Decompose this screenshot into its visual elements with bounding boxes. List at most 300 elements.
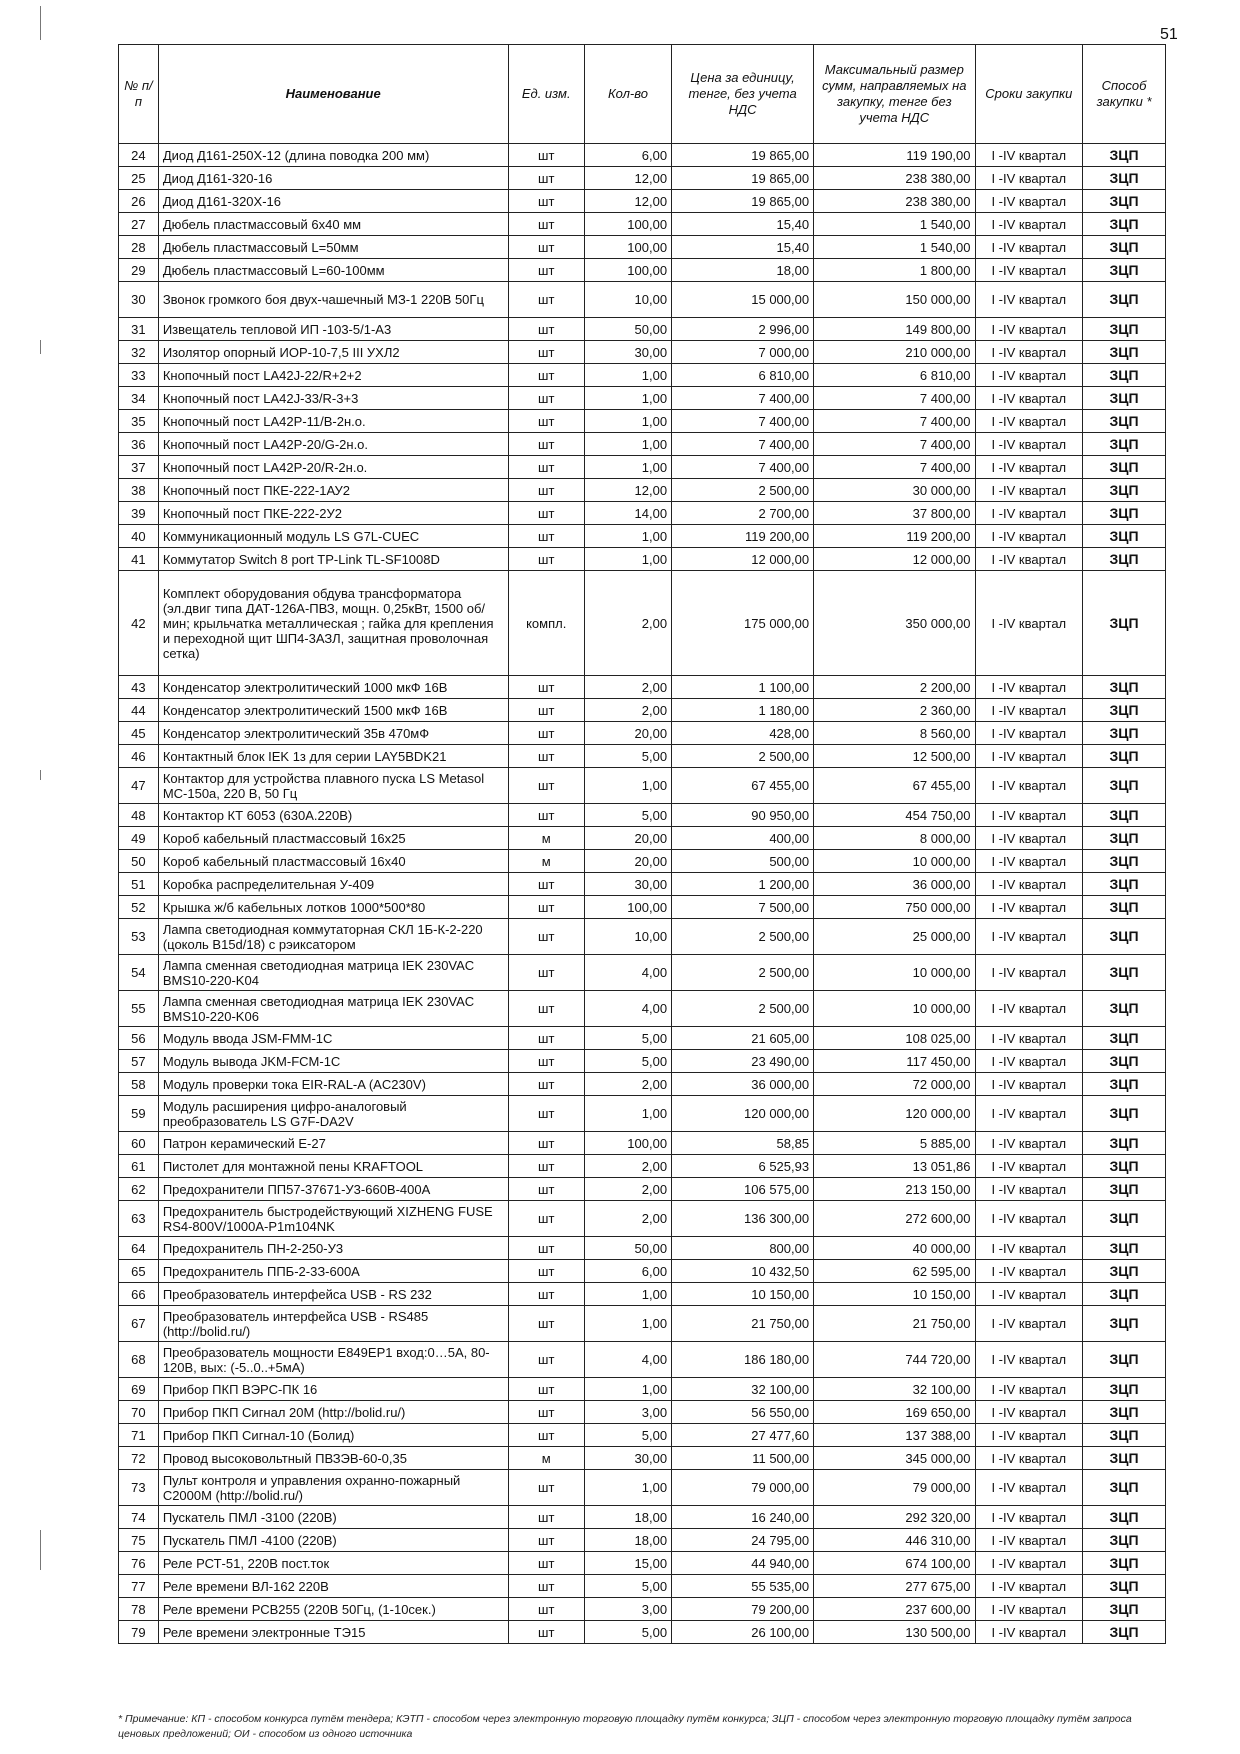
quantity-cell: 1,00: [584, 548, 671, 571]
procurement-term-cell: I -IV квартал: [975, 896, 1083, 919]
quantity-cell: 10,00: [584, 919, 671, 955]
unit-cell: шт: [508, 236, 584, 259]
unit-price-cell: 400,00: [672, 827, 814, 850]
unit-cell: шт: [508, 1132, 584, 1155]
table-row: [119, 1342, 1166, 1378]
procurement-method-cell: ЗЦП: [1083, 850, 1166, 873]
max-sum-cell: 2 200,00: [814, 676, 975, 699]
table-row: [119, 387, 1166, 410]
unit-cell: м: [508, 827, 584, 850]
table-row: [119, 1073, 1166, 1096]
procurement-method-cell: ЗЦП: [1083, 548, 1166, 571]
table-row: [119, 955, 1166, 991]
quantity-cell: 2,00: [584, 699, 671, 722]
procurement-term-cell: I -IV квартал: [975, 525, 1083, 548]
table-row: [119, 1621, 1166, 1644]
table-row: [119, 1132, 1166, 1155]
procurement-term-cell: I -IV квартал: [975, 282, 1083, 318]
max-sum-cell: 150 000,00: [814, 282, 975, 318]
procurement-term-cell: I -IV квартал: [975, 850, 1083, 873]
unit-price-cell: 56 550,00: [672, 1401, 814, 1424]
procurement-method-cell: ЗЦП: [1083, 525, 1166, 548]
procurement-method-cell: ЗЦП: [1083, 1598, 1166, 1621]
unit-cell: шт: [508, 1260, 584, 1283]
item-name: Преобразователь интерфейса USB - RS485 (http://bolid.ru/): [158, 1306, 508, 1342]
item-name: Лампа светодиодная коммутаторная СКЛ 1Б-К-2-220 (цоколь B15d/18) с рэиксатором: [158, 919, 508, 955]
procurement-method-cell: ЗЦП: [1083, 144, 1166, 167]
item-name: Реле РСТ-51, 220В пост.ток: [158, 1552, 508, 1575]
row-number: 79: [119, 1621, 159, 1644]
unit-price-cell: 6 810,00: [672, 364, 814, 387]
unit-cell: шт: [508, 1155, 584, 1178]
procurement-term-cell: I -IV квартал: [975, 991, 1083, 1027]
quantity-cell: 20,00: [584, 722, 671, 745]
procurement-term-cell: I -IV квартал: [975, 571, 1083, 676]
row-number: 65: [119, 1260, 159, 1283]
procurement-term-cell: I -IV квартал: [975, 1447, 1083, 1470]
quantity-cell: 1,00: [584, 1096, 671, 1132]
table-row: [119, 873, 1166, 896]
unit-cell: шт: [508, 1552, 584, 1575]
unit-price-cell: 32 100,00: [672, 1378, 814, 1401]
table-row: [119, 571, 1166, 676]
item-name: Кнопочный пост LA42J-22/R+2+2: [158, 364, 508, 387]
max-sum-cell: 1 800,00: [814, 259, 975, 282]
page-number: 51: [1160, 26, 1178, 43]
item-name: Коробка распределительная У-409: [158, 873, 508, 896]
item-name: Прибор ПКП ВЭРС-ПК 16: [158, 1378, 508, 1401]
max-sum-cell: 292 320,00: [814, 1506, 975, 1529]
unit-cell: шт: [508, 1237, 584, 1260]
procurement-term-cell: I -IV квартал: [975, 1424, 1083, 1447]
procurement-term-cell: I -IV квартал: [975, 364, 1083, 387]
unit-cell: шт: [508, 919, 584, 955]
max-sum-cell: 169 650,00: [814, 1401, 975, 1424]
table-row: [119, 1201, 1166, 1237]
margin-mark-top: [40, 6, 41, 40]
unit-price-cell: 90 950,00: [672, 804, 814, 827]
procurement-term-cell: I -IV квартал: [975, 1027, 1083, 1050]
unit-price-cell: 36 000,00: [672, 1073, 814, 1096]
unit-cell: шт: [508, 167, 584, 190]
quantity-cell: 1,00: [584, 364, 671, 387]
table-row: [119, 433, 1166, 456]
procurement-term-cell: I -IV квартал: [975, 955, 1083, 991]
item-name: Лампа сменная светодиодная матрица IEK 230VAC BMS10-220-K04: [158, 955, 508, 991]
item-name: Преобразователь мощности Е849ЕР1 вход:0…5А, 80-120В, вых: (-5..0..+5мА): [158, 1342, 508, 1378]
row-number: 57: [119, 1050, 159, 1073]
header-sum: Максимальный размер сумм, направляемых на закупку, тенге без учета НДС: [814, 45, 975, 144]
item-name: Пускатель ПМЛ -3100 (220В): [158, 1506, 508, 1529]
quantity-cell: 2,00: [584, 1201, 671, 1237]
item-name: Комплект оборудования обдува трансформатора (эл.двиг типа ДАТ-126А-ПВЗ, мощн. 0,25кВт, 1500 об/мин; крыльчатка металлическая ; гайка для крепления и переходной щит ШП4-3АЗЛ, защитная проволочная сетка): [158, 571, 508, 676]
table-row: [119, 1306, 1166, 1342]
row-number: 30: [119, 282, 159, 318]
unit-price-cell: 21 605,00: [672, 1027, 814, 1050]
quantity-cell: 2,00: [584, 676, 671, 699]
table-body: [119, 144, 1166, 1644]
table-row: [119, 745, 1166, 768]
item-name: Пистолет для монтажной пены KRAFTOOL: [158, 1155, 508, 1178]
procurement-method-cell: ЗЦП: [1083, 1283, 1166, 1306]
item-name: Контактор для устройства плавного пуска LS Metasol MC-150a, 220 В, 50 Гц: [158, 768, 508, 804]
max-sum-cell: 213 150,00: [814, 1178, 975, 1201]
row-number: 35: [119, 410, 159, 433]
row-number: 43: [119, 676, 159, 699]
quantity-cell: 100,00: [584, 896, 671, 919]
procurement-method-cell: ЗЦП: [1083, 282, 1166, 318]
table-row: [119, 282, 1166, 318]
unit-cell: шт: [508, 1050, 584, 1073]
table-row: [119, 502, 1166, 525]
procurement-term-cell: I -IV квартал: [975, 1401, 1083, 1424]
procurement-method-cell: ЗЦП: [1083, 387, 1166, 410]
procurement-term-cell: I -IV квартал: [975, 1598, 1083, 1621]
quantity-cell: 2,00: [584, 1155, 671, 1178]
table-row: [119, 213, 1166, 236]
unit-price-cell: 79 000,00: [672, 1470, 814, 1506]
table-row: [119, 1096, 1166, 1132]
procurement-method-cell: ЗЦП: [1083, 236, 1166, 259]
row-number: 25: [119, 167, 159, 190]
procurement-term-cell: I -IV квартал: [975, 919, 1083, 955]
table-row: [119, 259, 1166, 282]
quantity-cell: 4,00: [584, 1342, 671, 1378]
unit-cell: шт: [508, 1424, 584, 1447]
procurement-term-cell: I -IV квартал: [975, 722, 1083, 745]
procurement-term-cell: I -IV квартал: [975, 548, 1083, 571]
max-sum-cell: 12 500,00: [814, 745, 975, 768]
unit-cell: шт: [508, 768, 584, 804]
unit-cell: шт: [508, 479, 584, 502]
item-name: Диод Д161-250Х-12 (длина поводка 200 мм): [158, 144, 508, 167]
unit-cell: шт: [508, 190, 584, 213]
quantity-cell: 1,00: [584, 433, 671, 456]
unit-price-cell: 1 100,00: [672, 676, 814, 699]
max-sum-cell: 10 000,00: [814, 850, 975, 873]
header-num: № п/п: [119, 45, 159, 144]
procurement-term-cell: I -IV квартал: [975, 387, 1083, 410]
procurement-term-cell: I -IV квартал: [975, 873, 1083, 896]
table-row: [119, 1237, 1166, 1260]
quantity-cell: 1,00: [584, 1378, 671, 1401]
unit-price-cell: 24 795,00: [672, 1529, 814, 1552]
quantity-cell: 5,00: [584, 1027, 671, 1050]
max-sum-cell: 237 600,00: [814, 1598, 975, 1621]
max-sum-cell: 130 500,00: [814, 1621, 975, 1644]
row-number: 59: [119, 1096, 159, 1132]
unit-cell: шт: [508, 804, 584, 827]
table-row: [119, 525, 1166, 548]
procurement-term-cell: I -IV квартал: [975, 676, 1083, 699]
unit-price-cell: 19 865,00: [672, 144, 814, 167]
max-sum-cell: 1 540,00: [814, 236, 975, 259]
unit-cell: шт: [508, 991, 584, 1027]
unit-cell: шт: [508, 282, 584, 318]
unit-cell: шт: [508, 1201, 584, 1237]
max-sum-cell: 238 380,00: [814, 190, 975, 213]
unit-price-cell: 7 400,00: [672, 410, 814, 433]
procurement-method-cell: ЗЦП: [1083, 1178, 1166, 1201]
quantity-cell: 30,00: [584, 1447, 671, 1470]
max-sum-cell: 10 000,00: [814, 955, 975, 991]
table-row: [119, 236, 1166, 259]
procurement-term-cell: I -IV квартал: [975, 1201, 1083, 1237]
procurement-method-cell: ЗЦП: [1083, 571, 1166, 676]
item-name: Предохранители ПП57-37671-У3-660В-400А: [158, 1178, 508, 1201]
table-row: [119, 850, 1166, 873]
max-sum-cell: 210 000,00: [814, 341, 975, 364]
max-sum-cell: 137 388,00: [814, 1424, 975, 1447]
table-row: [119, 1424, 1166, 1447]
quantity-cell: 2,00: [584, 571, 671, 676]
unit-price-cell: 10 150,00: [672, 1283, 814, 1306]
item-name: Короб кабельный пластмассовый 16х40: [158, 850, 508, 873]
row-number: 63: [119, 1201, 159, 1237]
table-row: [119, 1027, 1166, 1050]
procurement-term-cell: I -IV квартал: [975, 1621, 1083, 1644]
unit-cell: шт: [508, 722, 584, 745]
table-row: [119, 699, 1166, 722]
row-number: 60: [119, 1132, 159, 1155]
item-name: Звонок громкого боя двух-чашечный МЗ-1 220В 50Гц: [158, 282, 508, 318]
procurement-term-cell: I -IV квартал: [975, 1342, 1083, 1378]
row-number: 74: [119, 1506, 159, 1529]
procurement-term-cell: I -IV квартал: [975, 1575, 1083, 1598]
unit-price-cell: 428,00: [672, 722, 814, 745]
procurement-method-cell: ЗЦП: [1083, 364, 1166, 387]
unit-price-cell: 12 000,00: [672, 548, 814, 571]
procurement-method-cell: ЗЦП: [1083, 1506, 1166, 1529]
quantity-cell: 2,00: [584, 1073, 671, 1096]
unit-cell: шт: [508, 955, 584, 991]
procurement-method-cell: ЗЦП: [1083, 456, 1166, 479]
unit-price-cell: 67 455,00: [672, 768, 814, 804]
quantity-cell: 100,00: [584, 213, 671, 236]
quantity-cell: 1,00: [584, 1283, 671, 1306]
procurement-method-cell: ЗЦП: [1083, 1237, 1166, 1260]
row-number: 52: [119, 896, 159, 919]
table-row: [119, 341, 1166, 364]
procurement-term-cell: I -IV квартал: [975, 1470, 1083, 1506]
header-qty: Кол-во: [584, 45, 671, 144]
quantity-cell: 1,00: [584, 525, 671, 548]
unit-price-cell: 2 500,00: [672, 479, 814, 502]
unit-price-cell: 800,00: [672, 1237, 814, 1260]
quantity-cell: 20,00: [584, 850, 671, 873]
item-name: Крышка ж/б кабельных лотков 1000*500*80: [158, 896, 508, 919]
quantity-cell: 5,00: [584, 1424, 671, 1447]
row-number: 55: [119, 991, 159, 1027]
procurement-method-cell: ЗЦП: [1083, 1027, 1166, 1050]
unit-price-cell: 120 000,00: [672, 1096, 814, 1132]
max-sum-cell: 446 310,00: [814, 1529, 975, 1552]
row-number: 29: [119, 259, 159, 282]
item-name: Кнопочный пост LA42J-33/R-3+3: [158, 387, 508, 410]
unit-price-cell: 10 432,50: [672, 1260, 814, 1283]
quantity-cell: 1,00: [584, 387, 671, 410]
unit-cell: шт: [508, 456, 584, 479]
unit-price-cell: 11 500,00: [672, 1447, 814, 1470]
unit-cell: шт: [508, 341, 584, 364]
procurement-method-cell: ЗЦП: [1083, 896, 1166, 919]
unit-price-cell: 58,85: [672, 1132, 814, 1155]
max-sum-cell: 750 000,00: [814, 896, 975, 919]
row-number: 62: [119, 1178, 159, 1201]
item-name: Лампа сменная светодиодная матрица IEK 230VAC BMS10-220-K06: [158, 991, 508, 1027]
procurement-table: [118, 44, 1166, 1644]
max-sum-cell: 7 400,00: [814, 410, 975, 433]
procurement-method-cell: ЗЦП: [1083, 410, 1166, 433]
unit-price-cell: 2 700,00: [672, 502, 814, 525]
procurement-method-cell: ЗЦП: [1083, 919, 1166, 955]
procurement-method-cell: ЗЦП: [1083, 1155, 1166, 1178]
quantity-cell: 12,00: [584, 479, 671, 502]
row-number: 77: [119, 1575, 159, 1598]
max-sum-cell: 1 540,00: [814, 213, 975, 236]
table-row: [119, 1283, 1166, 1306]
row-number: 56: [119, 1027, 159, 1050]
item-name: Коммутатор Switch 8 port TP-Link TL-SF1008D: [158, 548, 508, 571]
unit-price-cell: 2 500,00: [672, 991, 814, 1027]
procurement-method-cell: ЗЦП: [1083, 167, 1166, 190]
max-sum-cell: 36 000,00: [814, 873, 975, 896]
procurement-method-cell: ЗЦП: [1083, 1575, 1166, 1598]
procurement-method-cell: ЗЦП: [1083, 676, 1166, 699]
unit-cell: м: [508, 850, 584, 873]
item-name: Патрон керамический Е-27: [158, 1132, 508, 1155]
unit-price-cell: 7 500,00: [672, 896, 814, 919]
unit-price-cell: 1 200,00: [672, 873, 814, 896]
row-number: 66: [119, 1283, 159, 1306]
procurement-term-cell: I -IV квартал: [975, 1552, 1083, 1575]
max-sum-cell: 119 200,00: [814, 525, 975, 548]
procurement-term-cell: I -IV квартал: [975, 1050, 1083, 1073]
quantity-cell: 5,00: [584, 1050, 671, 1073]
max-sum-cell: 345 000,00: [814, 1447, 975, 1470]
item-name: Модуль вывода JKM-FCM-1C: [158, 1050, 508, 1073]
row-number: 78: [119, 1598, 159, 1621]
max-sum-cell: 350 000,00: [814, 571, 975, 676]
procurement-method-cell: ЗЦП: [1083, 745, 1166, 768]
unit-cell: шт: [508, 1598, 584, 1621]
procurement-method-cell: ЗЦП: [1083, 190, 1166, 213]
quantity-cell: 1,00: [584, 768, 671, 804]
quantity-cell: 100,00: [584, 259, 671, 282]
max-sum-cell: 10 000,00: [814, 991, 975, 1027]
item-name: Контактор КТ 6053 (630А.220В): [158, 804, 508, 827]
unit-cell: шт: [508, 1401, 584, 1424]
max-sum-cell: 37 800,00: [814, 502, 975, 525]
unit-cell: шт: [508, 364, 584, 387]
quantity-cell: 2,00: [584, 1178, 671, 1201]
procurement-term-cell: I -IV квартал: [975, 190, 1083, 213]
procurement-method-cell: ЗЦП: [1083, 341, 1166, 364]
unit-price-cell: 18,00: [672, 259, 814, 282]
quantity-cell: 5,00: [584, 804, 671, 827]
unit-cell: шт: [508, 1306, 584, 1342]
procurement-term-cell: I -IV квартал: [975, 318, 1083, 341]
max-sum-cell: 12 000,00: [814, 548, 975, 571]
max-sum-cell: 7 400,00: [814, 456, 975, 479]
procurement-term-cell: I -IV квартал: [975, 699, 1083, 722]
max-sum-cell: 119 190,00: [814, 144, 975, 167]
quantity-cell: 3,00: [584, 1598, 671, 1621]
procurement-term-cell: I -IV квартал: [975, 144, 1083, 167]
header-method: Способ закупки *: [1083, 45, 1166, 144]
max-sum-cell: 117 450,00: [814, 1050, 975, 1073]
procurement-method-cell: ЗЦП: [1083, 1342, 1166, 1378]
unit-cell: шт: [508, 259, 584, 282]
unit-cell: шт: [508, 433, 584, 456]
quantity-cell: 12,00: [584, 190, 671, 213]
unit-price-cell: 44 940,00: [672, 1552, 814, 1575]
row-number: 27: [119, 213, 159, 236]
item-name: Предохранитель ПН-2-250-У3: [158, 1237, 508, 1260]
max-sum-cell: 238 380,00: [814, 167, 975, 190]
unit-cell: шт: [508, 699, 584, 722]
row-number: 44: [119, 699, 159, 722]
quantity-cell: 30,00: [584, 341, 671, 364]
procurement-method-cell: ЗЦП: [1083, 1401, 1166, 1424]
max-sum-cell: 454 750,00: [814, 804, 975, 827]
unit-cell: шт: [508, 213, 584, 236]
procurement-method-cell: ЗЦП: [1083, 1447, 1166, 1470]
row-number: 32: [119, 341, 159, 364]
row-number: 75: [119, 1529, 159, 1552]
max-sum-cell: 67 455,00: [814, 768, 975, 804]
row-number: 61: [119, 1155, 159, 1178]
procurement-method-cell: ЗЦП: [1083, 1552, 1166, 1575]
unit-cell: шт: [508, 502, 584, 525]
quantity-cell: 1,00: [584, 1306, 671, 1342]
header-term: Сроки закупки: [975, 45, 1083, 144]
item-name: Диод Д161-320Х-16: [158, 190, 508, 213]
unit-price-cell: 2 500,00: [672, 745, 814, 768]
unit-cell: шт: [508, 896, 584, 919]
item-name: Контактный блок IEK 1з для серии LAY5BDK21: [158, 745, 508, 768]
row-number: 31: [119, 318, 159, 341]
row-number: 54: [119, 955, 159, 991]
table-row: [119, 1447, 1166, 1470]
max-sum-cell: 30 000,00: [814, 479, 975, 502]
item-name: Модуль расширения цифро-аналоговый преобразователь LS G7F-DA2V: [158, 1096, 508, 1132]
quantity-cell: 1,00: [584, 1470, 671, 1506]
quantity-cell: 20,00: [584, 827, 671, 850]
row-number: 76: [119, 1552, 159, 1575]
table-row: [119, 1529, 1166, 1552]
unit-price-cell: 2 500,00: [672, 955, 814, 991]
table-row: [119, 896, 1166, 919]
item-name: Пульт контроля и управления охранно-пожарный С2000М (http://bolid.ru/): [158, 1470, 508, 1506]
unit-cell: шт: [508, 525, 584, 548]
table-row: [119, 364, 1166, 387]
header-name: Наименование: [158, 45, 508, 144]
table-row: [119, 410, 1166, 433]
table-row: [119, 768, 1166, 804]
procurement-method-cell: ЗЦП: [1083, 1424, 1166, 1447]
max-sum-cell: 744 720,00: [814, 1342, 975, 1378]
procurement-term-cell: I -IV квартал: [975, 1506, 1083, 1529]
quantity-cell: 4,00: [584, 955, 671, 991]
table-row: [119, 919, 1166, 955]
unit-cell: шт: [508, 1283, 584, 1306]
row-number: 50: [119, 850, 159, 873]
unit-cell: шт: [508, 1027, 584, 1050]
procurement-term-cell: I -IV квартал: [975, 1306, 1083, 1342]
row-number: 33: [119, 364, 159, 387]
row-number: 45: [119, 722, 159, 745]
